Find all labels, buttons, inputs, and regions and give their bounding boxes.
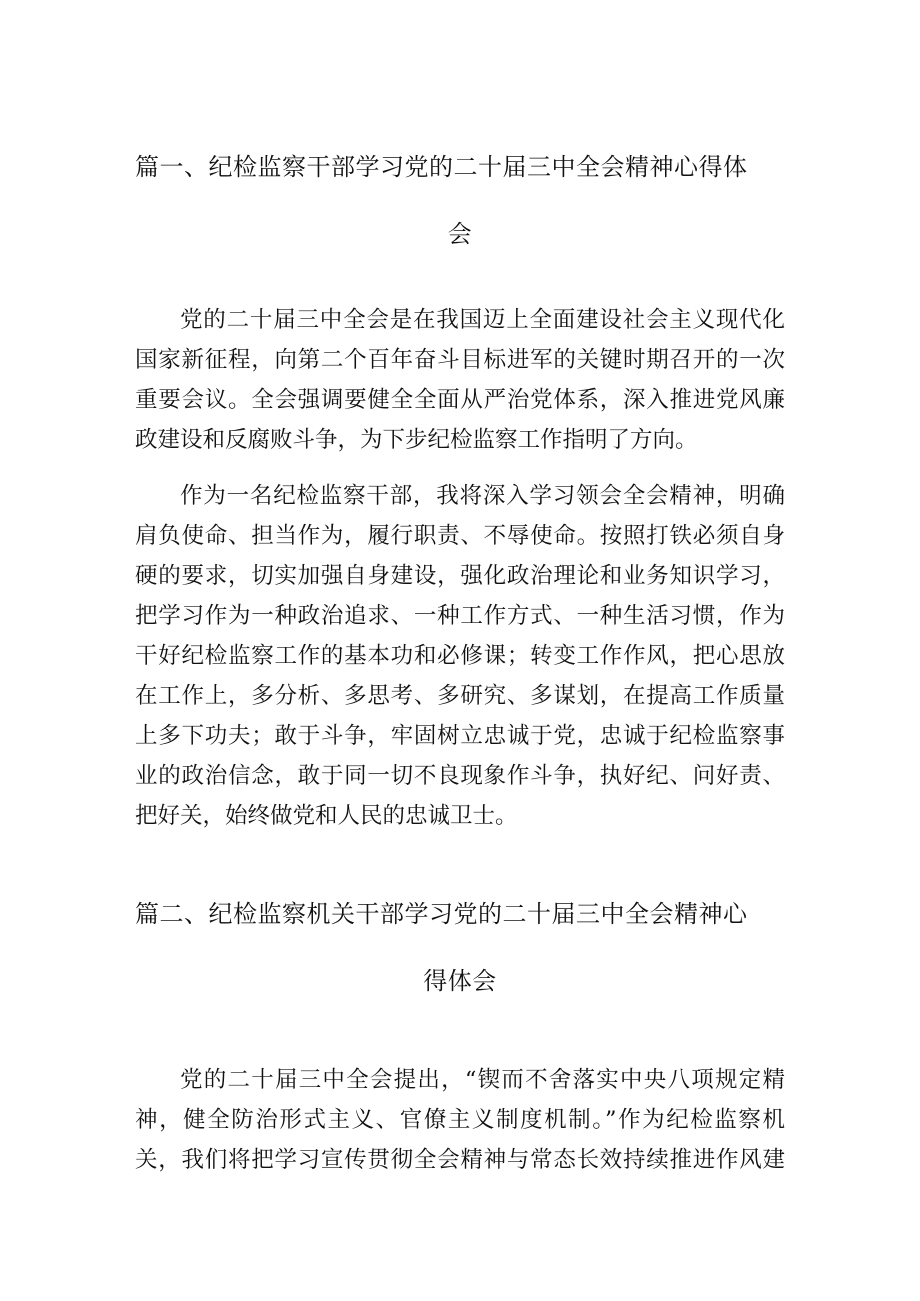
paragraph-line: 在工作上，多分析、多思考、多研究、多谋划，在提高工作质量	[135, 683, 785, 709]
paragraph-line: 重要会议。全会强调要健全全面从严治党体系，深入推进党风廉	[135, 387, 785, 413]
paragraph-line: 党的二十届三中全会提出，“锲而不舍落实中央八项规定精	[180, 1067, 785, 1093]
paragraph-line: 国家新征程，向第二个百年奋斗目标进军的关键时期召开的一次	[135, 347, 785, 373]
section-2-paragraph-1	[135, 1060, 785, 1180]
section-1-paragraph-1	[135, 300, 785, 460]
section-1-heading	[135, 151, 785, 250]
paragraph-line: 作为一名纪检监察干部，我将深入学习领会全会精神，明确	[180, 483, 785, 509]
section-1-paragraph-2	[135, 476, 785, 836]
paragraph-line: 党的二十届三中全会是在我国迈上全面建设社会主义现代化	[180, 307, 785, 333]
section-2-heading	[135, 898, 785, 997]
paragraph-line: 业的政治信念，敢于同一切不良现象作斗争，执好纪、问好责、	[135, 763, 785, 789]
section-1-heading-line-2: 会	[447, 220, 473, 248]
paragraph-line: 硬的要求，切实加强自身建设，强化政治理论和业务知识学习，	[135, 563, 785, 589]
paragraph-line: 把学习作为一种政治追求、一种工作方式、一种生活习惯，作为	[135, 603, 785, 629]
paragraph-line: 神，健全防治形式主义、官僚主义制度机制。”作为纪检监察机	[135, 1107, 785, 1133]
paragraph-line: 政建设和反腐败斗争，为下步纪检监察工作指明了方向。	[135, 427, 698, 453]
paragraph-line: 关，我们将把学习宣传贯彻全会精神与常态长效持续推进作风建	[135, 1147, 785, 1173]
section-2-heading-line-1: 篇二、纪检监察机关干部学习党的二十届三中全会精神心	[135, 900, 748, 928]
paragraph-line: 干好纪检监察工作的基本功和必修课；转变工作作风，把心思放	[135, 643, 785, 669]
paragraph-line: 上多下功夫；敢于斗争，牢固树立忠诚于党，忠诚于纪检监察事	[135, 723, 785, 749]
section-2-heading-line-2: 得体会	[423, 967, 497, 995]
section-1-heading-line-1: 篇一、纪检监察干部学习党的二十届三中全会精神心得体	[135, 153, 748, 181]
paragraph-line: 把好关，始终做党和人民的忠诚卫士。	[135, 803, 518, 829]
paragraph-line: 肩负使命、担当作为，履行职责、不辱使命。按照打铁必须自身	[135, 523, 785, 549]
